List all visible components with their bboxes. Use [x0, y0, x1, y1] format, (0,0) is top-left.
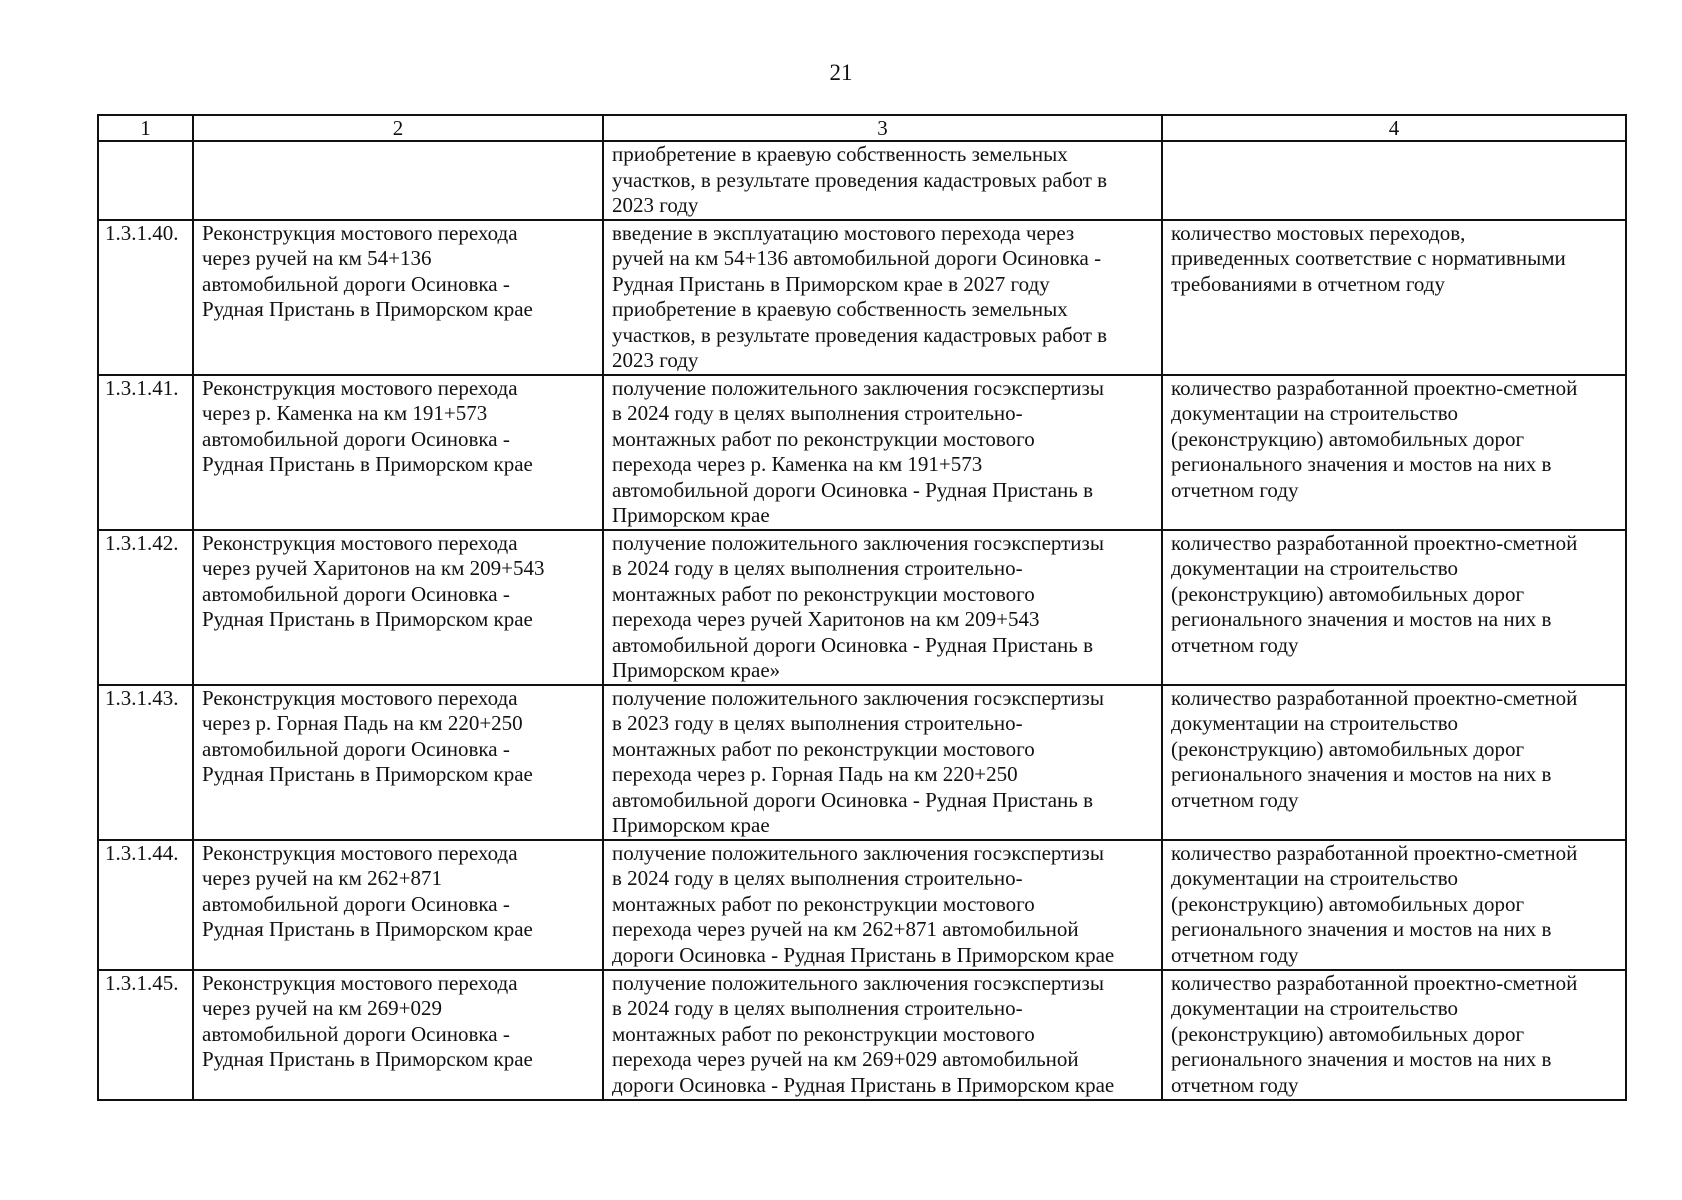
row-number-cell: 1.3.1.45.	[98, 970, 193, 1100]
indicator-cell: количество разработанной проектно-сметной документации на строительство (реконструкцию) автомобильных дорог регионального значения и мостов на них в отчетном году	[1162, 685, 1626, 840]
measure-name-cell: Реконструкция мостового перехода через ручей на км 269+029 автомобильной дороги Осиновка - Рудная Пристань в Приморском крае	[193, 970, 603, 1100]
indicator-cell: количество разработанной проектно-сметной документации на строительство (реконструкцию) автомобильных дорог регионального значения и мостов на них в отчетном году	[1162, 375, 1626, 530]
row-number-cell: 1.3.1.43.	[98, 685, 193, 840]
measures-table	[97, 114, 1627, 1101]
indicator-cell	[1162, 141, 1626, 220]
page-number: 21	[829, 60, 853, 85]
column-number-row	[98, 115, 1626, 141]
indicator-cell: количество разработанной проектно-сметной документации на строительство (реконструкцию) автомобильных дорог регионального значения и мостов на них в отчетном году	[1162, 970, 1626, 1100]
expected-result-cell: получение положительного заключения госэкспертизы в 2024 году в целях выполнения строительно- монтажных работ по реконструкции мостового перехода через ручей на км 269+029 автомобильной дороги Осиновка - Рудная Пристань в Приморском крае	[603, 970, 1162, 1100]
measure-name-cell: Реконструкция мостового перехода через р. Каменка на км 191+573 автомобильной дороги Осиновка - Рудная Пристань в Приморском крае	[193, 375, 603, 530]
expected-result-cell: введение в эксплуатацию мостового перехода через ручей на км 54+136 автомобильной дороги Осиновка - Рудная Пристань в Приморском крае в 2027 году приобретение в краевую собственность земельных участков, в результате проведения кадастровых работ в 2023 году	[603, 220, 1162, 375]
expected-result-cell: получение положительного заключения госэкспертизы в 2024 году в целях выполнения строительно- монтажных работ по реконструкции мостового перехода через ручей Харитонов на км 209+543 автомобильной дороги Осиновка - Рудная Пристань в Приморском крае»	[603, 530, 1162, 685]
table-row	[98, 840, 1626, 970]
indicator-cell: количество разработанной проектно-сметной документации на строительство (реконструкцию) автомобильных дорог регионального значения и мостов на них в отчетном году	[1162, 530, 1626, 685]
expected-result-cell: приобретение в краевую собственность земельных участков, в результате проведения кадастровых работ в 2023 году	[603, 141, 1162, 220]
indicator-cell: количество мостовых переходов, приведенных соответствие с нормативными требованиями в отчетном году	[1162, 220, 1626, 375]
expected-result-cell: получение положительного заключения госэкспертизы в 2024 году в целях выполнения строительно- монтажных работ по реконструкции мостового перехода через р. Каменка на км 191+573 автомобильной дороги Осиновка - Рудная Пристань в Приморском крае	[603, 375, 1162, 530]
row-number-cell: 1.3.1.40.	[98, 220, 193, 375]
table-row	[98, 375, 1626, 530]
expected-result-cell: получение положительного заключения госэкспертизы в 2023 году в целях выполнения строительно- монтажных работ по реконструкции мостового перехода через р. Горная Падь на км 220+250 автомобильной дороги Осиновка - Рудная Пристань в Приморском крае	[603, 685, 1162, 840]
row-number-cell: 1.3.1.41.	[98, 375, 193, 530]
column-number-1: 1	[98, 115, 193, 141]
column-number-4: 4	[1162, 115, 1626, 141]
expected-result-cell: получение положительного заключения госэкспертизы в 2024 году в целях выполнения строительно- монтажных работ по реконструкции мостового перехода через ручей на км 262+871 автомобильной дороги Осиновка - Рудная Пристань в Приморском крае	[603, 840, 1162, 970]
table-row	[98, 530, 1626, 685]
column-number-3: 3	[603, 115, 1162, 141]
row-number-cell	[98, 141, 193, 220]
table-row	[98, 970, 1626, 1100]
column-number-2: 2	[193, 115, 603, 141]
table-row	[98, 220, 1626, 375]
indicator-cell: количество разработанной проектно-сметной документации на строительство (реконструкцию) автомобильных дорог регионального значения и мостов на них в отчетном году	[1162, 840, 1626, 970]
table-row	[98, 685, 1626, 840]
measure-name-cell: Реконструкция мостового перехода через ручей на км 54+136 автомобильной дороги Осиновка - Рудная Пристань в Приморском крае	[193, 220, 603, 375]
row-number-cell: 1.3.1.44.	[98, 840, 193, 970]
measure-name-cell: Реконструкция мостового перехода через ручей на км 262+871 автомобильной дороги Осиновка - Рудная Пристань в Приморском крае	[193, 840, 603, 970]
measure-name-cell: Реконструкция мостового перехода через р. Горная Падь на км 220+250 автомобильной дороги Осиновка - Рудная Пристань в Приморском крае	[193, 685, 603, 840]
row-number-cell: 1.3.1.42.	[98, 530, 193, 685]
measure-name-cell	[193, 141, 603, 220]
table-row	[98, 141, 1626, 220]
measure-name-cell: Реконструкция мостового перехода через ручей Харитонов на км 209+543 автомобильной дороги Осиновка - Рудная Пристань в Приморском крае	[193, 530, 603, 685]
